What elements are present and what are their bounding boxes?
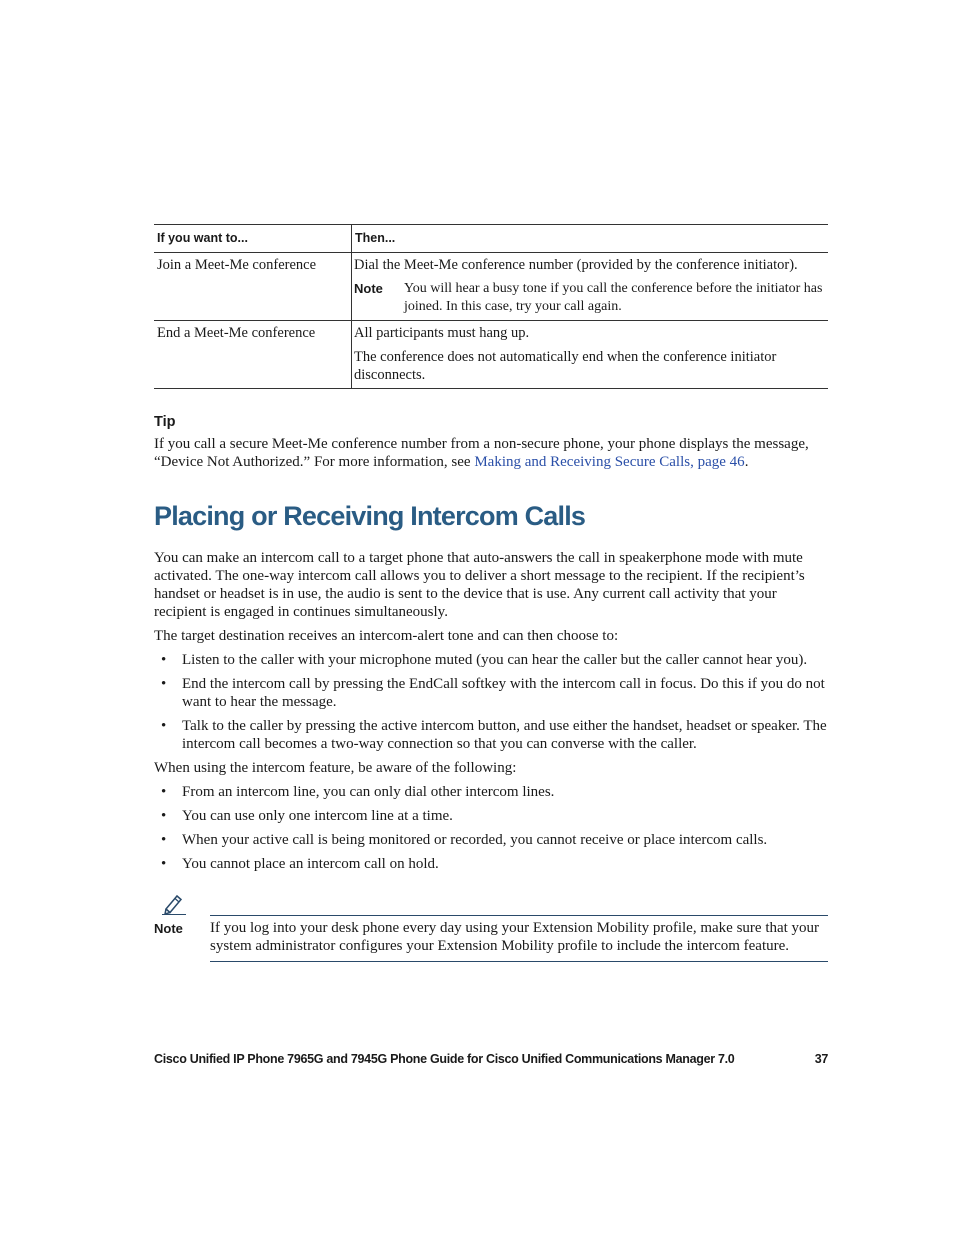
choose-intro: The target destination receives an intercom-alert tone and can then choose to:: [154, 628, 619, 644]
page-content: [154, 224, 828, 979]
list-item: • You cannot place an intercom call on hold.: [161, 856, 439, 872]
section-title: Placing or Receiving Intercom Calls: [154, 501, 586, 531]
list-item: • When your active call is being monitored or recorded, you cannot receive or place intercom calls.: [161, 832, 768, 848]
bullet-icon: •: [161, 718, 167, 734]
tip-label: Tip: [154, 414, 176, 430]
table-note: [354, 280, 826, 316]
bullet-icon: •: [161, 856, 167, 872]
bullet-icon: •: [161, 832, 167, 848]
aware-list: [154, 783, 828, 873]
footer-title: Cisco Unified IP Phone 7965G and 7945G Phone Guide for Cisco Unified Communications Manager 7.0: [154, 1052, 735, 1066]
table-cell-action: End a Meet-Me conference: [154, 321, 352, 389]
pencil-icon: [162, 893, 186, 915]
list-item: • Listen to the caller with your microphone muted (you can hear the caller but the caller cannot hear you).: [161, 652, 808, 668]
intro-paragraph: You can make an intercom call to a target phone that auto-answers the call in speakerphone mode with mute activated. The one-way intercom call allows you to deliver a short message to the recipient. If the recipient’s handset or headset is in use, the audio is sent to the device that is use. Any current call activity that your recipient is engaged in continues simultaneously.: [154, 550, 805, 620]
note-label: Note: [154, 921, 183, 936]
cell-paragraph: The conference does not automatically end when the conference initiator disconnects.: [354, 349, 777, 383]
choices-list: [154, 651, 828, 753]
tip-text: [154, 435, 828, 471]
list-item: • End the intercom call by pressing the EndCall softkey with the intercom call in focus. Do this if you do not want to hear the message.: [161, 676, 825, 710]
tip-text-after: .: [744, 454, 749, 470]
table-row: [154, 321, 828, 389]
column-header-then: Then...: [352, 225, 829, 253]
bullet-icon: •: [161, 784, 167, 800]
cell-paragraph: Dial the Meet-Me conference number (provided by the conference initiator).: [354, 257, 798, 273]
table-header-row: [154, 225, 828, 253]
bullet-icon: •: [161, 652, 167, 668]
table-note-text: You will hear a busy tone if you call the conference before the initiator has joined. In this case, try your call again.: [404, 281, 823, 314]
tip-text-before: If you call a secure Meet-Me conference number from a non-secure phone, your phone displays the message, “Device Not Authorized.” For more information, see: [154, 436, 809, 470]
note-text: If you log into your desk phone every day using your Extension Mobility profile, make sure that your system administrator configures your Extension Mobility profile to include the intercom feature.: [210, 915, 828, 962]
cell-paragraph: All participants must hang up.: [354, 325, 530, 341]
page-number: 37: [814, 1052, 828, 1066]
list-item: • From an intercom line, you can only dial other intercom lines.: [161, 784, 555, 800]
column-header-action: If you want to...: [154, 225, 352, 253]
bullet-icon: •: [161, 676, 167, 692]
table-cell-then: [352, 321, 829, 389]
table-cell-action: Join a Meet-Me conference: [154, 253, 352, 321]
bullet-icon: •: [161, 808, 167, 824]
aware-intro: When using the intercom feature, be aware of the following:: [154, 760, 517, 776]
list-item: • You can use only one intercom line at a time.: [161, 808, 453, 824]
meet-me-table: [154, 224, 828, 389]
table-row: [154, 253, 828, 321]
page-footer: [154, 1052, 828, 1066]
list-item: • Talk to the caller by pressing the active intercom button, and use either the handset, headset or speaker. The intercom call becomes a two-way connection so that you can converse with the caller.: [161, 718, 827, 752]
table-note-label: Note: [354, 281, 383, 296]
table-cell-then: [352, 253, 829, 321]
secure-calls-link[interactable]: Making and Receiving Secure Calls, page 46: [474, 454, 745, 470]
note-block: [154, 893, 828, 979]
